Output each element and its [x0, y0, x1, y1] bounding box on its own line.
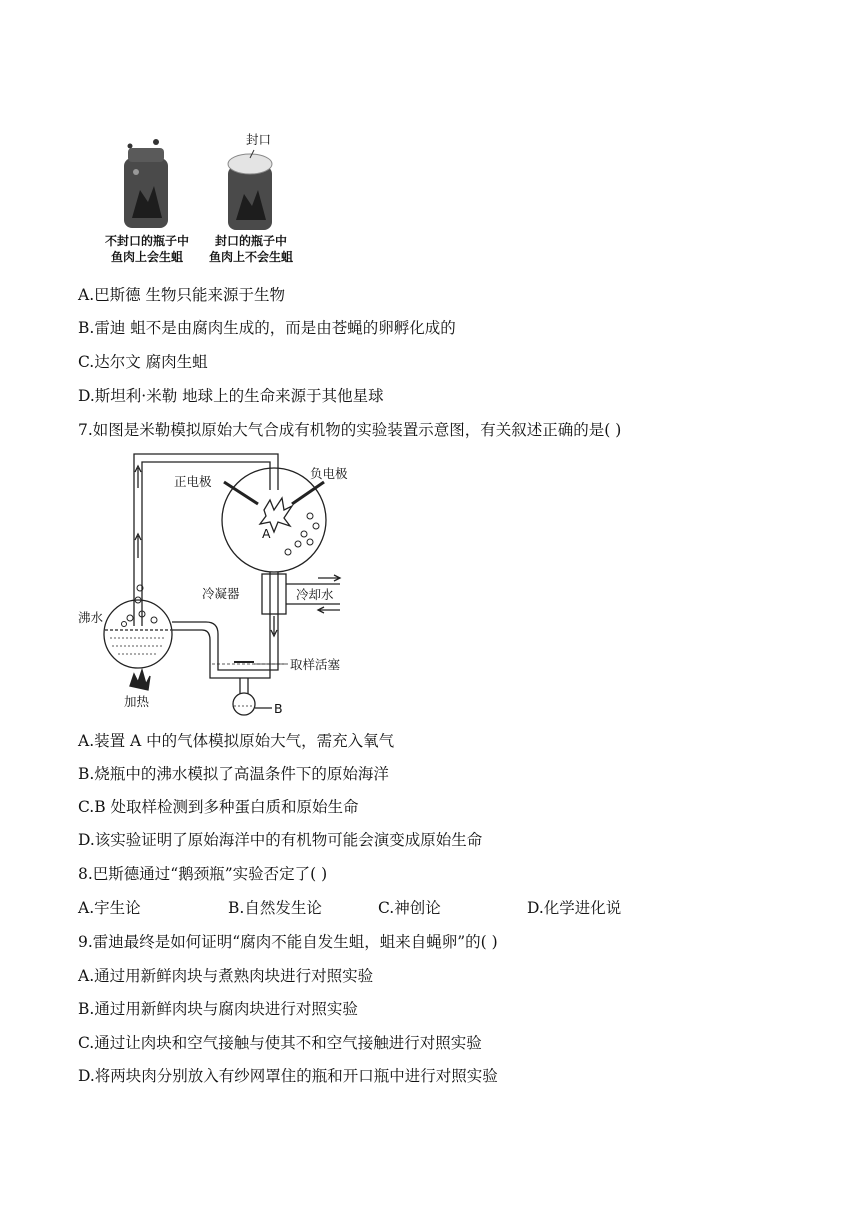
q8-stem: 8.巴斯德通过“鹅颈瓶”实验否定了( ): [78, 865, 328, 883]
cooling-water-label: 冷却水: [296, 587, 334, 602]
boiling-water-label: 沸水: [78, 610, 104, 625]
open-jar-icon: [124, 139, 168, 228]
q6-option-a: A.巴斯德 生物只能来源于生物: [78, 286, 286, 304]
q9-option-d: D.将两块肉分别放入有纱网罩住的瓶和开口瓶中进行对照实验: [78, 1067, 498, 1085]
open-jar-caption: 不封口的瓶子中 鱼肉上会生蛆: [104, 234, 189, 264]
q7-option-d: D.该实验证明了原始海洋中的有机物可能会演变成原始生命: [78, 831, 483, 849]
sampling-valve-label: 取样活塞: [290, 657, 341, 672]
miller-apparatus-diagram: [78, 448, 418, 720]
electrode-chamber: [222, 468, 326, 572]
q8-option-c: C.神创论: [378, 899, 441, 917]
q9-stem: 9.雷迪最终是如何证明“腐肉不能自发生蛆，蛆来自蝇卵”的( ): [78, 933, 498, 951]
q7-stem: 7.如图是米勒模拟原始大气合成有机物的实验装置示意图，有关叙述正确的是( ): [78, 421, 622, 439]
q6-option-d: D.斯坦利·米勒 地球上的生命来源于其他星球: [78, 387, 384, 405]
q9-option-a: A.通过用新鲜肉块与煮熟肉块进行对照实验: [78, 967, 374, 985]
q8-option-d: D.化学进化说: [527, 899, 622, 917]
boiling-flask: [104, 600, 172, 668]
q6-option-c: C.达尔文 腐肉生蛆: [78, 353, 208, 371]
negative-electrode-label: 负电极: [310, 466, 348, 481]
condenser-label: 冷凝器: [202, 586, 240, 601]
q6-option-b: B.雷迪 蛆不是由腐肉生成的，而是由苍蝇的卵孵化成的: [78, 319, 456, 337]
q7-option-a: A.装置 A 中的气体模拟原始大气，需充入氧气: [78, 732, 395, 750]
sealed-jar-caption: 封口的瓶子中 鱼肉上不会生蛆: [208, 234, 293, 264]
flask-b-label: B: [274, 701, 283, 716]
q7-option-c: C.B 处取样检测到多种蛋白质和原始生命: [78, 798, 359, 816]
sealed-jar-icon: [228, 154, 272, 230]
chamber-a-label: A: [262, 526, 271, 541]
q9-option-b: B.通过用新鲜肉块与腐肉块进行对照实验: [78, 1000, 358, 1018]
q8-option-a: A.宇生论: [78, 899, 141, 917]
q9-option-c: C.通过让肉块和空气接触与使其不和空气接触进行对照实验: [78, 1034, 482, 1052]
seal-label: 封口: [246, 132, 272, 147]
q7-option-b: B.烧瓶中的沸水模拟了高温条件下的原始海洋: [78, 765, 389, 783]
q8-option-b: B.自然发生论: [228, 899, 322, 917]
flask-b: [233, 693, 255, 715]
positive-electrode-label: 正电极: [174, 474, 212, 489]
condenser-jacket: [262, 574, 286, 614]
heating-label: 加热: [124, 694, 150, 709]
